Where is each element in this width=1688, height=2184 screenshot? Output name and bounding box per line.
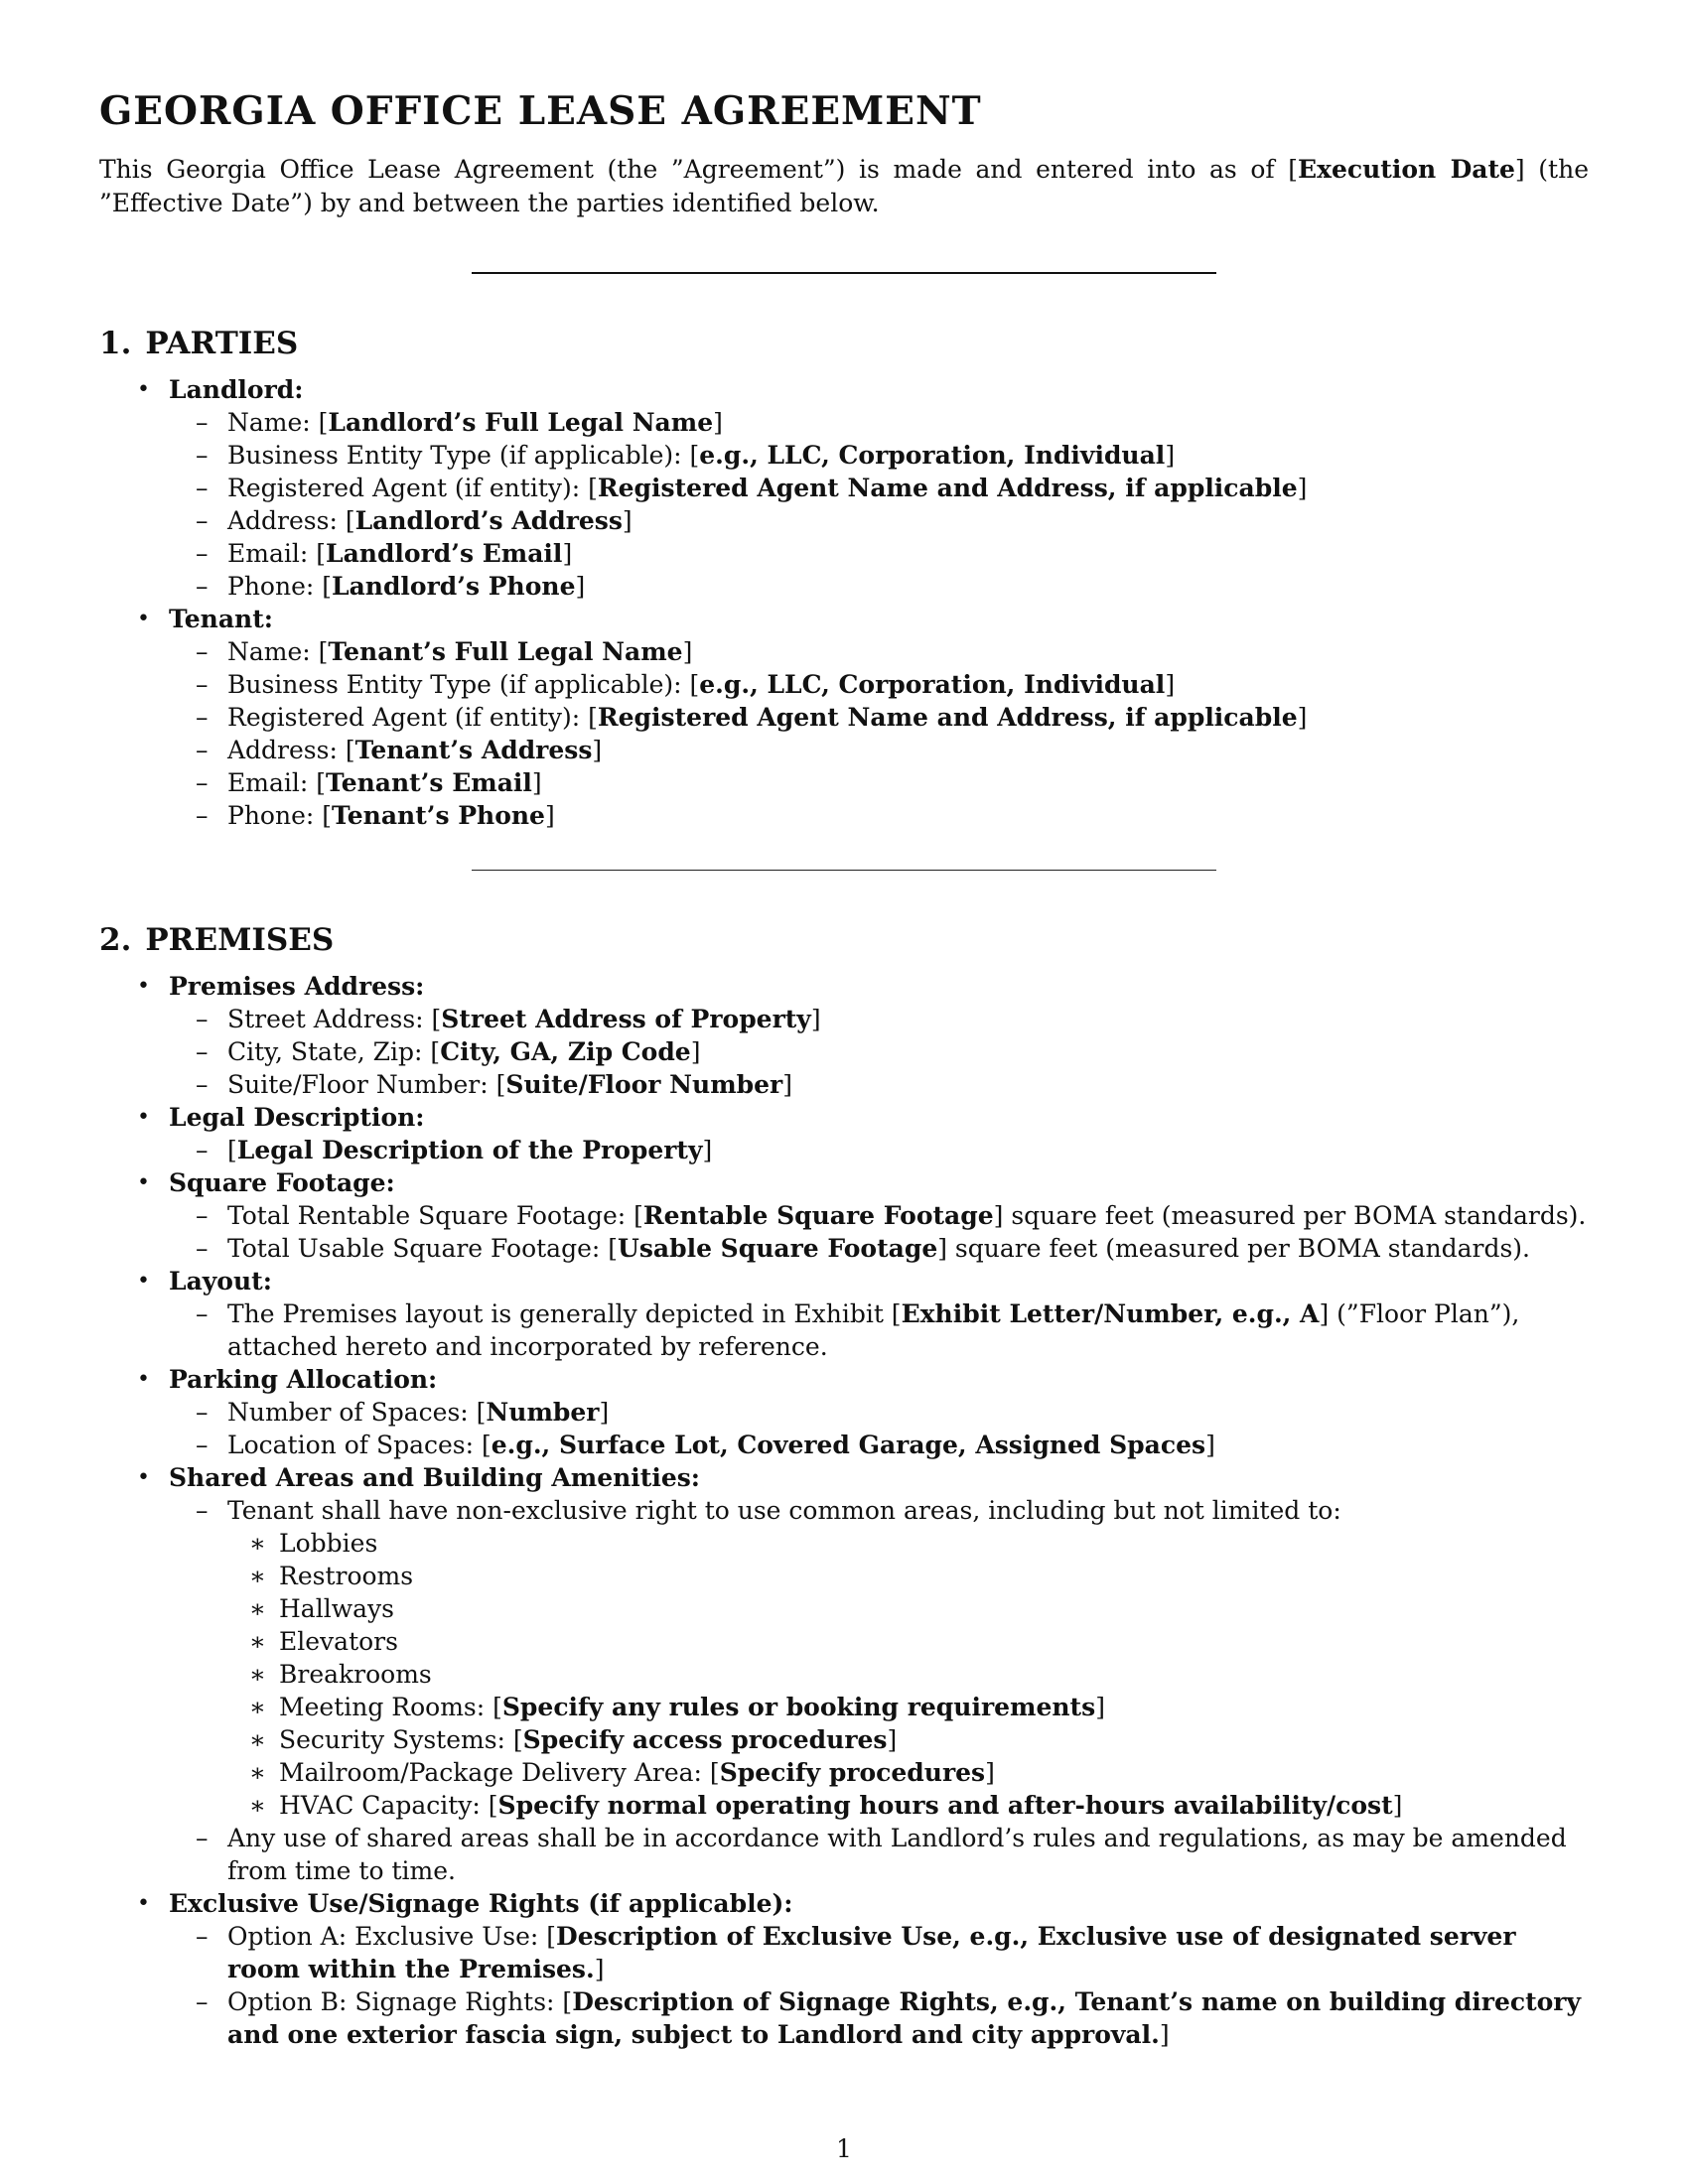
placeholder-value: Specify any rules or booking requirements <box>501 1693 1096 1721</box>
layout-label: Layout: <box>169 1267 272 1296</box>
section-title: PREMISES <box>145 922 335 958</box>
section-divider <box>472 870 1216 871</box>
section-title: PARTIES <box>145 326 299 361</box>
field-text-suffix: ] <box>690 1037 701 1066</box>
document-page <box>99 83 1589 2051</box>
asterisk-marker: ∗ <box>249 1791 266 1820</box>
tenant-block <box>99 603 1589 832</box>
field-text-suffix: ] <box>1297 474 1308 502</box>
field-text-suffix: ] <box>1205 1431 1215 1459</box>
field-text: Name: [ <box>227 408 329 437</box>
exclusive-use-block <box>99 1887 1589 2051</box>
placeholder-value: City, GA, Zip Code <box>440 1037 691 1066</box>
square-footage-block <box>99 1166 1589 1265</box>
square-footage-label: Square Footage: <box>169 1168 395 1197</box>
dash-marker: – <box>196 539 209 568</box>
placeholder-value: Suite/Floor Number <box>505 1070 783 1099</box>
layout-block <box>99 1265 1589 1363</box>
field-text: Security Systems: [ <box>279 1725 523 1754</box>
shared-areas-fields <box>169 1494 1589 1887</box>
dash-marker: – <box>196 670 209 699</box>
field-text: City, State, Zip: [ <box>227 1037 441 1066</box>
field-item <box>168 635 1589 668</box>
field-text: Mailroom/Package Delivery Area: [ <box>279 1758 720 1787</box>
placeholder-value: e.g., LLC, Corporation, Individual <box>699 670 1166 699</box>
parties-list <box>99 373 1589 832</box>
field-text: Phone: [ <box>227 572 332 601</box>
shared-areas-intro-text: Tenant shall have non-exclusive right to use common areas, including but not limited to: <box>227 1496 1341 1525</box>
dash-marker: – <box>196 703 209 732</box>
field-text-suffix: ] <box>1165 441 1176 470</box>
placeholder-value: Specify normal operating hours and after-hours availability/cost <box>497 1791 1393 1820</box>
field-item <box>168 734 1589 766</box>
bullet-icon: • <box>137 1170 150 1195</box>
dash-marker: – <box>196 1005 209 1033</box>
dash-marker: – <box>196 1234 209 1263</box>
field-text-suffix: ] <box>887 1725 898 1754</box>
asterisk-marker: ∗ <box>249 1562 266 1590</box>
shared-areas-intro <box>168 1494 1589 1822</box>
bullet-icon: • <box>137 607 150 631</box>
dash-marker: – <box>196 1070 209 1099</box>
layout-fields <box>169 1297 1589 1363</box>
placeholder-value: Landlord’s Address <box>354 506 623 535</box>
field-item <box>168 799 1589 832</box>
intro-text-after: ] (the ”Effective Date”) by and between the parties identified below. <box>99 155 1589 217</box>
dash-marker: – <box>196 1136 209 1164</box>
field-text: Option A: Exclusive Use: [ <box>227 1922 557 1951</box>
document-title: GEORGIA OFFICE LEASE AGREEMENT <box>99 88 982 134</box>
dash-marker: – <box>196 1922 209 1951</box>
asterisk-marker: ∗ <box>249 1725 266 1754</box>
asterisk-marker: ∗ <box>249 1693 266 1721</box>
placeholder-value: e.g., LLC, Corporation, Individual <box>699 441 1166 470</box>
placeholder-value: Registered Agent Name and Address, if applicable <box>597 703 1298 732</box>
field-text-suffix: ] <box>599 1398 610 1427</box>
dash-marker: – <box>196 1037 209 1066</box>
tenant-fields <box>169 635 1589 832</box>
field-item <box>168 570 1589 603</box>
landlord-label: Landlord: <box>169 375 304 404</box>
legal-description-fields <box>169 1134 1589 1166</box>
field-text: The Premises layout is generally depicted in Exhibit [ <box>227 1299 902 1328</box>
parking-label: Parking Allocation: <box>169 1365 438 1394</box>
dash-marker: – <box>196 1398 209 1427</box>
intro-execution-date: Execution Date <box>1298 155 1515 184</box>
tenant-label: Tenant: <box>169 605 273 633</box>
field-item <box>168 1003 1589 1035</box>
field-text: Option B: Signage Rights: [ <box>227 1987 573 2016</box>
field-text: HVAC Capacity: [ <box>279 1791 498 1820</box>
dash-marker: – <box>196 1496 209 1525</box>
placeholder-value: Landlord’s Phone <box>332 572 576 601</box>
placeholder-value: Landlord’s Email <box>325 539 563 568</box>
placeholder-value: Specify access procedures <box>522 1725 888 1754</box>
dash-marker: – <box>196 1299 209 1328</box>
placeholder-value: Usable Square Footage <box>618 1234 938 1263</box>
dash-marker: – <box>196 768 209 797</box>
dash-marker: – <box>196 637 209 666</box>
field-text: Hallways <box>279 1594 394 1623</box>
field-text-suffix: ] <box>810 1005 821 1033</box>
field-text-suffix: ] <box>1297 703 1308 732</box>
placeholder-value: Description of Exclusive Use, e.g., Exclusive use of designated server room within the Premises. <box>227 1922 1516 1983</box>
field-item <box>168 472 1589 504</box>
dash-marker: – <box>196 1987 209 2016</box>
field-text-suffix: ] <box>531 768 542 797</box>
field-text-suffix: ] <box>682 637 693 666</box>
amenity-item <box>227 1592 1589 1625</box>
placeholder-value: Tenant’s Phone <box>332 801 545 830</box>
premises-address-fields <box>169 1003 1589 1101</box>
dash-marker: – <box>196 572 209 601</box>
exclusive-use-fields <box>169 1920 1589 2051</box>
field-text-suffix: ] square feet (measured per BOMA standards). <box>993 1201 1587 1230</box>
field-text: Email: [ <box>227 539 326 568</box>
field-item <box>168 1920 1589 1985</box>
field-text: Restrooms <box>279 1562 414 1590</box>
field-text: Business Entity Type (if applicable): [ <box>227 670 700 699</box>
field-text-suffix: ] <box>985 1758 995 1787</box>
field-item <box>168 1429 1589 1461</box>
dash-marker: – <box>196 1201 209 1230</box>
bullet-icon: • <box>137 377 150 402</box>
field-text-suffix: ] (”Floor Plan”), attached hereto and incorporated by reference. <box>227 1299 1520 1361</box>
bullet-icon: • <box>137 1891 150 1916</box>
shared-areas-block <box>99 1461 1589 1887</box>
field-text-suffix: ] <box>562 539 573 568</box>
bullet-icon: • <box>137 974 150 999</box>
dash-marker: – <box>196 801 209 830</box>
field-item <box>168 668 1589 701</box>
shared-areas-closing <box>168 1822 1589 1887</box>
intro-paragraph <box>99 153 1589 220</box>
field-text-suffix: ] <box>544 801 555 830</box>
field-text-suffix: ] <box>782 1070 792 1099</box>
placeholder-value: Tenant’s Address <box>354 736 593 764</box>
premises-address-label: Premises Address: <box>169 972 425 1001</box>
bullet-icon: • <box>137 1465 150 1490</box>
field-text: Address: [ <box>227 736 355 764</box>
field-item <box>168 1985 1589 2051</box>
dash-marker: – <box>196 441 209 470</box>
amenity-item <box>227 1723 1589 1756</box>
field-item <box>168 1232 1589 1265</box>
intro-text-before: This Georgia Office Lease Agreement (the ”Agreement”) is made and entered into as of [ <box>99 155 1299 184</box>
asterisk-marker: ∗ <box>249 1758 266 1787</box>
field-text-suffix: ] square feet (measured per BOMA standards). <box>937 1234 1530 1263</box>
field-text: Business Entity Type (if applicable): [ <box>227 441 700 470</box>
field-text: Suite/Floor Number: [ <box>227 1070 506 1099</box>
page-number: 1 <box>836 2134 852 2163</box>
field-text: Email: [ <box>227 768 326 797</box>
parking-block <box>99 1363 1589 1461</box>
field-item <box>168 504 1589 537</box>
field-text: Address: [ <box>227 506 355 535</box>
field-text: Elevators <box>279 1627 398 1656</box>
field-text: Meeting Rooms: [ <box>279 1693 502 1721</box>
field-item <box>168 1134 1589 1166</box>
placeholder-value: Tenant’s Email <box>325 768 532 797</box>
dash-marker: – <box>196 736 209 764</box>
exclusive-use-label: Exclusive Use/Signage Rights (if applicable): <box>169 1889 793 1918</box>
placeholder-value: Registered Agent Name and Address, if applicable <box>597 474 1298 502</box>
field-text-suffix: ] <box>622 506 633 535</box>
landlord-fields <box>169 406 1589 603</box>
bullet-icon: • <box>137 1105 150 1130</box>
placeholder-value: Exhibit Letter/Number, e.g., A <box>901 1299 1320 1328</box>
placeholder-value: Legal Description of the Property <box>236 1136 703 1164</box>
amenities-list <box>227 1527 1589 1822</box>
placeholder-value: e.g., Surface Lot, Covered Garage, Assigned Spaces <box>491 1431 1206 1459</box>
bullet-icon: • <box>137 1367 150 1392</box>
field-text: Number of Spaces: [ <box>227 1398 487 1427</box>
section-number: 1. <box>99 326 132 361</box>
field-text: Registered Agent (if entity): [ <box>227 474 598 502</box>
placeholder-value: Specify procedures <box>719 1758 986 1787</box>
field-text: Street Address: [ <box>227 1005 442 1033</box>
parking-fields <box>169 1396 1589 1461</box>
amenity-item <box>227 1691 1589 1723</box>
field-item <box>168 537 1589 570</box>
field-text: Lobbies <box>279 1529 378 1558</box>
shared-areas-closing-text: Any use of shared areas shall be in accordance with Landlord’s rules and regulations, as may be amended from time to time. <box>227 1824 1567 1885</box>
section-heading-parties <box>99 322 1589 365</box>
field-item <box>168 1396 1589 1429</box>
legal-description-block <box>99 1101 1589 1166</box>
amenity-item <box>227 1789 1589 1822</box>
premises-address-block <box>99 970 1589 1101</box>
field-text-suffix: ] <box>1165 670 1176 699</box>
section-heading-premises <box>99 918 1589 962</box>
field-text: Total Usable Square Footage: [ <box>227 1234 619 1263</box>
placeholder-value: Description of Signage Rights, e.g., Tenant’s name on building directory and one exterior fascia sign, subject to Landlord and city approval. <box>227 1987 1582 2049</box>
field-item <box>168 1199 1589 1232</box>
field-item <box>168 701 1589 734</box>
premises-list <box>99 970 1589 2051</box>
field-text: [ <box>227 1136 237 1164</box>
placeholder-value: Street Address of Property <box>441 1005 811 1033</box>
field-item <box>168 766 1589 799</box>
field-text: Total Rentable Square Footage: [ <box>227 1201 643 1230</box>
asterisk-marker: ∗ <box>249 1594 266 1623</box>
asterisk-marker: ∗ <box>249 1660 266 1689</box>
dash-marker: – <box>196 408 209 437</box>
shared-areas-label: Shared Areas and Building Amenities: <box>169 1463 701 1492</box>
field-item <box>168 439 1589 472</box>
field-text-suffix: ] <box>594 1955 605 1983</box>
amenity-item <box>227 1527 1589 1560</box>
legal-description-label: Legal Description: <box>169 1103 425 1132</box>
placeholder-value: Tenant’s Full Legal Name <box>328 637 683 666</box>
field-text: Phone: [ <box>227 801 332 830</box>
placeholder-value: Rentable Square Footage <box>642 1201 994 1230</box>
landlord-block <box>99 373 1589 603</box>
section-divider <box>472 272 1216 274</box>
field-text-suffix: ] <box>1095 1693 1105 1721</box>
field-text: Registered Agent (if entity): [ <box>227 703 598 732</box>
field-text-suffix: ] <box>1159 2020 1170 2049</box>
field-text-suffix: ] <box>713 408 723 437</box>
field-text-suffix: ] <box>592 736 603 764</box>
field-text-suffix: ] <box>575 572 586 601</box>
field-item <box>168 1297 1589 1363</box>
square-footage-fields <box>169 1199 1589 1265</box>
amenity-item <box>227 1560 1589 1592</box>
field-item <box>168 406 1589 439</box>
dash-marker: – <box>196 474 209 502</box>
field-text: Location of Spaces: [ <box>227 1431 492 1459</box>
dash-marker: – <box>196 506 209 535</box>
placeholder-value: Number <box>486 1398 600 1427</box>
amenity-item <box>227 1625 1589 1658</box>
asterisk-marker: ∗ <box>249 1627 266 1656</box>
field-text: Breakrooms <box>279 1660 432 1689</box>
amenity-item <box>227 1658 1589 1691</box>
field-text: Name: [ <box>227 637 329 666</box>
bullet-icon: • <box>137 1269 150 1294</box>
placeholder-value: Landlord’s Full Legal Name <box>328 408 714 437</box>
asterisk-marker: ∗ <box>249 1529 266 1558</box>
field-text-suffix: ] <box>702 1136 713 1164</box>
field-item <box>168 1068 1589 1101</box>
dash-marker: – <box>196 1431 209 1459</box>
section-number: 2. <box>99 922 132 958</box>
dash-marker: – <box>196 1824 209 1852</box>
field-item <box>168 1035 1589 1068</box>
amenity-item <box>227 1756 1589 1789</box>
field-text-suffix: ] <box>1392 1791 1403 1820</box>
